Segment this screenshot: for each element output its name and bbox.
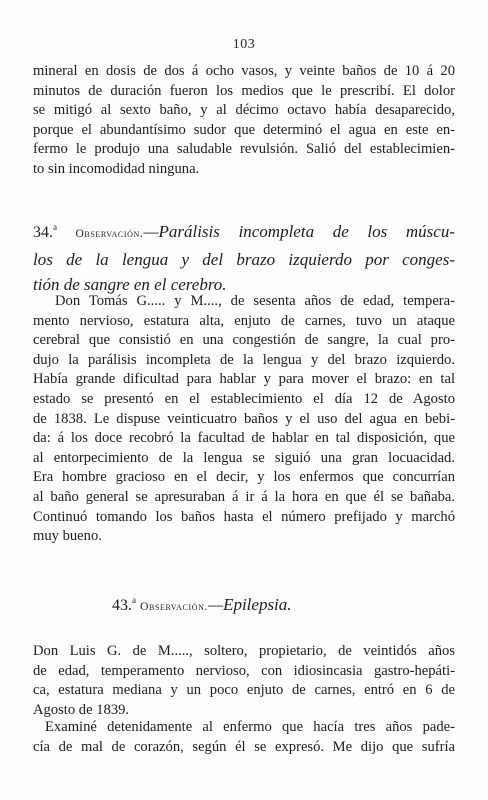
text-line: da: á los doce recobró la facultad de hablar en tal disposición, que xyxy=(33,430,455,447)
text-line: Había grande dificultad para hablar y para mover el brazo: en tal xyxy=(33,371,455,388)
paragraph-case-luis xyxy=(33,642,455,720)
observation-label: Observación. xyxy=(140,601,208,613)
text-line: de edad, temperamento nervioso, con idiosincasia gastro-hepáti- xyxy=(33,662,455,679)
text-line: ca, estatura mediana y un poco enjuto de carnes, entró en 6 de xyxy=(33,682,455,699)
text-line: estado se presentó en el establecimiento el día 12 de Agosto xyxy=(33,390,455,407)
observation-number-text: 43. xyxy=(112,597,132,614)
observation-title: —Parálisis incompleta de los múscu- xyxy=(143,222,455,241)
observation-title: los de la lengua y del brazo izquierdo por conges- xyxy=(33,250,455,269)
heading-line xyxy=(112,588,432,620)
text-line: to sin incomodidad ninguna. xyxy=(33,160,200,177)
paragraph-examination xyxy=(33,718,455,757)
heading-line xyxy=(33,215,455,247)
observation-number xyxy=(33,224,57,241)
paragraph-case-tomas xyxy=(33,292,455,547)
observation-title: —Epilepsia. xyxy=(207,595,292,614)
observation-number-text: 34. xyxy=(33,224,53,241)
text-line: porque el abundantísimo sudor que determinó el agua en este en- xyxy=(33,121,455,138)
text-line: dujo la parálisis incompleta de la lengua y del brazo izquierdo. xyxy=(33,351,455,368)
text-line: se mitigó al sexto baño, y al décimo octavo había desaparecido, xyxy=(33,102,455,119)
text-line: de 1838. Le dispuse veinticuatro baños y el uso del agua en bebi- xyxy=(33,410,455,427)
text-line: Don Luis G. de M....., soltero, propietario, de veintidós años xyxy=(33,643,455,659)
observation-heading-paralysis xyxy=(33,215,455,297)
observation-title: tión de sangre en el cerebro. xyxy=(33,275,227,294)
observation-number xyxy=(112,597,136,614)
text-line: cerebral que consistió en una congestión de sangre, la cual pro- xyxy=(33,332,455,349)
observation-ordinal: a xyxy=(53,222,57,232)
heading-line xyxy=(33,247,455,272)
text-line: al baño general se apresuraban á ir á la hora en que él se bañaba. xyxy=(33,488,455,505)
text-line: fermo le produjo una saludable revulsión. Salió del establecimien- xyxy=(33,141,455,158)
text-line: cía de mal de corazón, según él se expresó. Me dijo que sufría xyxy=(33,738,455,755)
text-line: Era hombre gracioso en el decir, y los enfermos que concurrían xyxy=(33,469,455,486)
text-line: minutos de duración fueron los medios que le prescribí. El dolor xyxy=(33,82,455,99)
text-line: Don Tomás G..... y M...., de sesenta años de edad, tempera- xyxy=(55,293,455,309)
observation-label: Observación. xyxy=(75,228,144,240)
text-line: Agosto de 1839. xyxy=(33,701,130,718)
paragraph-continuation xyxy=(33,62,455,180)
text-line: mento nervioso, estatura alta, enjuto de carnes, tuvo un ataque xyxy=(33,312,455,329)
page-number: 103 xyxy=(232,37,256,52)
text-line: Continuó tomando los baños hasta el número prefijado y marchó xyxy=(33,508,455,525)
observation-ordinal: a xyxy=(132,595,136,605)
text-line: Examiné detenidamente al enfermo que hacía tres años pade- xyxy=(45,719,455,735)
text-line: al entorpecimiento de la lengua se siguió una gran locuacidad. xyxy=(33,449,455,466)
text-line: muy bueno. xyxy=(33,528,102,545)
text-line: mineral en dosis de dos á ocho vasos, y veinte baños de 10 á 20 xyxy=(33,63,455,79)
observation-heading-epilepsy xyxy=(112,588,432,620)
